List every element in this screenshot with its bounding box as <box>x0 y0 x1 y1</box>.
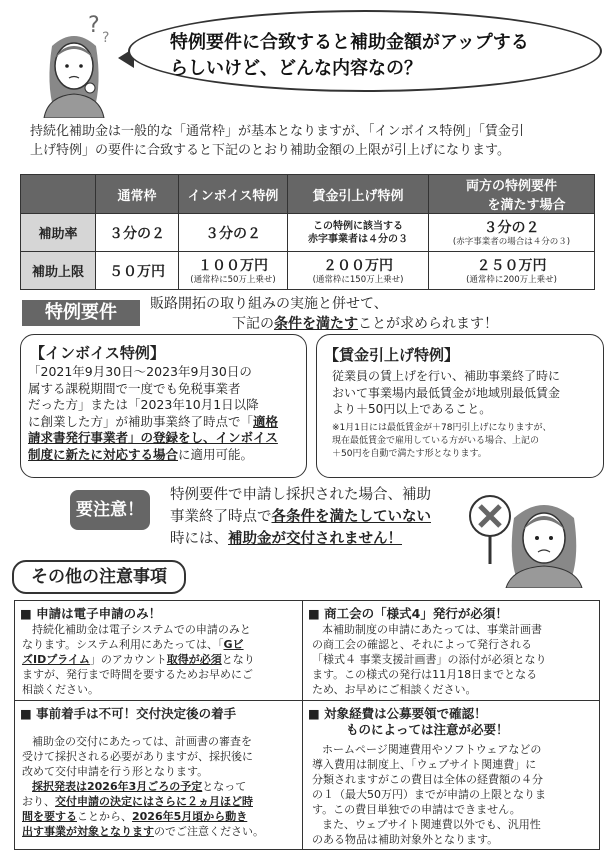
wage-line-3: より＋50円以上であること。 <box>332 402 492 416</box>
note-electronic-text <box>22 622 300 697</box>
c1-line-3c: 取得が必須 <box>166 653 222 666</box>
warning-tag: 要注意！ <box>70 490 150 530</box>
c1-line-3 <box>22 652 300 667</box>
note-expenses-text <box>312 742 596 847</box>
c3-line-2: 受けて採択される必要がありますが、採択後に <box>22 750 253 763</box>
note-form4-text <box>312 622 596 697</box>
wage-note-3: ＋50円を自動で満たす形となります。 <box>332 449 487 459</box>
c1-line-5: 相談ください。 <box>22 683 99 696</box>
c2-line-2: の商工会の確認と、それによって発行される <box>312 638 532 651</box>
c4-line-5: す。この費目単独での申請はできません。 <box>312 803 521 816</box>
wage-line-1: 従業員の賃上げを行い、補助事業終了時に <box>332 369 561 383</box>
note-expenses-head-2: ものによっては注意が必要！ <box>346 722 509 737</box>
table-header-empty <box>21 175 96 214</box>
warning-line-2b: 各条件を満たしていない <box>271 509 431 525</box>
cell-rate-both <box>429 214 595 252</box>
c3-line-6b: ことから、 <box>77 810 132 823</box>
cell-rate-wage-line2: 赤字事業者は４分の３ <box>308 233 408 245</box>
svg-text:?: ? <box>88 13 100 38</box>
c3-line-6c: 2026年5月頃から動き <box>132 810 248 823</box>
c2-line-3: 「様式４ 事業支援計画書」の添付が必須となり <box>312 653 547 666</box>
c2-line-5: ため、お早めにご相談ください。 <box>312 683 477 696</box>
cell-limit-invoice-value: １００万円 <box>198 258 268 274</box>
warning-line-3a: 時には、 <box>170 531 228 547</box>
warning-line-3 <box>170 528 470 550</box>
c3-line-4 <box>22 779 300 794</box>
invoice-box-text <box>28 364 308 463</box>
warning-line-2a: 事業終了時点で <box>170 509 272 525</box>
invoice-line-6a: 制度に新たに対応する場合 <box>28 446 179 462</box>
invoice-line-4b: 適格 <box>253 413 279 429</box>
c3-line-7 <box>22 824 300 839</box>
c2-line-4: ます。この様式の発行は11月18日までとなる <box>312 668 538 681</box>
cell-limit-normal: ５０万円 <box>96 252 179 290</box>
intro-text <box>30 122 590 160</box>
special-desc-a: 下記の <box>232 316 274 332</box>
cell-rate-wage <box>288 214 429 252</box>
c3-line-4b: となって <box>202 780 247 793</box>
table-header-normal: 通常枠 <box>96 175 179 214</box>
c4-line-3: 分類されますがこの費目は全体の経費額の４分 <box>312 773 543 786</box>
cell-rate-both-note: (赤字事業者の場合は４分の３) <box>452 237 571 247</box>
special-desc-line2 <box>232 313 498 333</box>
warning-line-3b: 補助金が交付されません！ <box>228 531 402 547</box>
special-desc-b: 条件を満たす <box>274 316 358 332</box>
cell-rate-both-value: ３分の２ <box>483 220 540 236</box>
c4-line-1: ホームページ関連費用やソフトウェアなどの <box>322 743 542 756</box>
special-desc-line1: 販路開拓の取り組みの実施と併せて、 <box>150 296 388 312</box>
table-header-invoice: インボイス特例 <box>179 175 288 214</box>
table-row <box>21 214 595 252</box>
row-label-limit: 補助上限 <box>21 252 96 290</box>
wage-box-title: 【賃金引上げ特例】 <box>324 346 460 364</box>
bubble-line-2: らしいけど、どんな内容なの？ <box>170 58 422 79</box>
c3-line-5a: おり、 <box>22 795 55 808</box>
note-expenses-head-1: ■ 対象経費は公募要領で確認！ <box>308 706 487 721</box>
invoice-line-5: 請求書発行事業者」の登録をし、インボイス <box>28 430 278 445</box>
cell-limit-wage-value: ２００万円 <box>323 258 393 274</box>
cell-limit-invoice <box>179 252 288 290</box>
c1-line-1: 持続化補助金は電子システムでの申請のみと <box>32 623 251 636</box>
cell-rate-wage-line1: この特例に該当する <box>313 220 403 232</box>
invoice-line-2: 属する課税期間で一度でも免税事業者 <box>28 380 241 396</box>
c1-line-3d: となり <box>221 653 255 666</box>
c3-line-4a: 採択発表は2026年3月ごろの予定 <box>32 780 203 793</box>
invoice-line-6b: に適用可能。 <box>178 446 254 462</box>
table-header-both <box>429 175 595 214</box>
cell-limit-both-value: ２５０万円 <box>476 258 547 274</box>
wage-line-2: おいて事業場内最低賃金が地域別最低賃金 <box>332 385 561 400</box>
c3-line-6a: 間を要する <box>22 810 77 823</box>
c4-line-4: の１（最大50万円）までが申請の上限となりま <box>312 788 546 801</box>
c4-line-6: また、ウェブサイト関連費以外でも、汎用性 <box>322 818 541 831</box>
intro-line-2: 上げ特例」の要件に合致すると下記のとおり補助金額の上限が引上げになります。 <box>30 143 510 158</box>
c2-line-1: 本補助制度の申請にあたっては、事業計画書 <box>322 623 542 636</box>
speech-bubble <box>128 10 602 92</box>
table-header-row <box>21 175 595 214</box>
woman-with-x-sign-icon <box>466 478 594 588</box>
invoice-line-6 <box>28 447 308 464</box>
c3-line-7b: のでご注意ください。 <box>154 825 264 838</box>
c1-line-4: ますが、発行まで時間を要するためお早めにご <box>22 668 253 681</box>
c4-line-2: 導入費用は制度上、「ウェブサイト関連費」に <box>312 758 537 771</box>
note-electronic-head: ■ 申請は電子申請のみ！ <box>20 606 162 621</box>
warning-text <box>170 484 470 550</box>
note-prestart-text <box>22 734 300 839</box>
table-row <box>21 252 595 290</box>
c3-line-7a: 出す事業が対象となります <box>22 825 154 838</box>
c3-line-3: 改めて交付申請を行う形となります。 <box>22 765 209 778</box>
c1-line-3b: 」のアカウント <box>89 653 167 666</box>
note-form4-head: ■ 商工会の「様式4」発行が必須！ <box>308 606 508 621</box>
cell-limit-wage <box>288 252 429 290</box>
invoice-line-4 <box>28 414 308 431</box>
invoice-box-title: 【インボイス特例】 <box>30 344 165 362</box>
thinking-woman-icon <box>24 6 124 118</box>
wage-box-text <box>332 368 598 418</box>
c4-line-7: のある物品は補助対象外となります。 <box>312 833 499 846</box>
c3-line-1: 補助金の交付にあたっては、計画書の審査を <box>32 735 252 748</box>
c1-line-2a: なります。システム利用にあたっては、「 <box>22 638 224 651</box>
c3-line-6 <box>22 809 300 824</box>
row-label-rate: 補助率 <box>21 214 96 252</box>
c3-line-5b: 交付申請の決定にはさらに２ヵ月ほど時 <box>55 795 253 808</box>
bubble-line-1: 特例要件に合致すると補助金額がアップする <box>170 32 529 53</box>
invoice-line-3: だった方」または「2023年10月1日以降 <box>28 397 259 412</box>
cell-limit-invoice-note: (通常枠に50万上乗せ) <box>190 275 276 285</box>
warning-line-1: 特例要件で申請し採択された場合、補助 <box>170 487 431 503</box>
other-notes-title: その他の注意事項 <box>12 560 186 594</box>
wage-note-2: 現在最低賃金で雇用している方がいる場合、上記の <box>332 436 540 446</box>
intro-line-1: 持続化補助金は一般的な「通常枠」が基本となりますが、「インボイス特例」「賃金引 <box>30 124 524 139</box>
cell-limit-both-note: (通常枠に200万上乗せ) <box>466 275 557 285</box>
c3-line-5 <box>22 794 300 809</box>
wage-box-note <box>332 422 602 461</box>
cell-rate-invoice: ３分の２ <box>179 214 288 252</box>
special-desc-c: ことが求められます！ <box>358 316 498 332</box>
warning-line-2 <box>170 506 470 528</box>
note-prestart-head: ■ 事前着手は不可！交付決定後の着手 <box>20 706 237 721</box>
wage-note-1: ※1月1日には最低賃金が＋78円引上げになりますが、 <box>332 423 552 433</box>
cell-rate-normal: ３分の２ <box>96 214 179 252</box>
table-header-both-line2: を満たす場合 <box>487 198 566 213</box>
subsidy-comparison-table <box>20 174 595 290</box>
c1-line-2b: Gビ <box>223 638 244 651</box>
table-header-wage: 賃金引上げ特例 <box>288 175 429 214</box>
c1-line-2 <box>22 637 300 652</box>
svg-text:?: ? <box>102 30 110 46</box>
cell-limit-wage-note: (通常枠に150万上乗せ) <box>312 275 404 285</box>
special-requirements-tag: 特例要件 <box>22 300 140 326</box>
invoice-line-1: 「2021年9月30日～2023年9月30日の <box>28 364 252 379</box>
table-header-both-line1: 両方の特例要件 <box>465 179 557 194</box>
invoice-line-4a: に創業した方」が補助事業終了時点で「 <box>28 413 254 429</box>
cell-limit-both <box>429 252 595 290</box>
c1-line-3a: ズIDプライム <box>22 653 90 666</box>
